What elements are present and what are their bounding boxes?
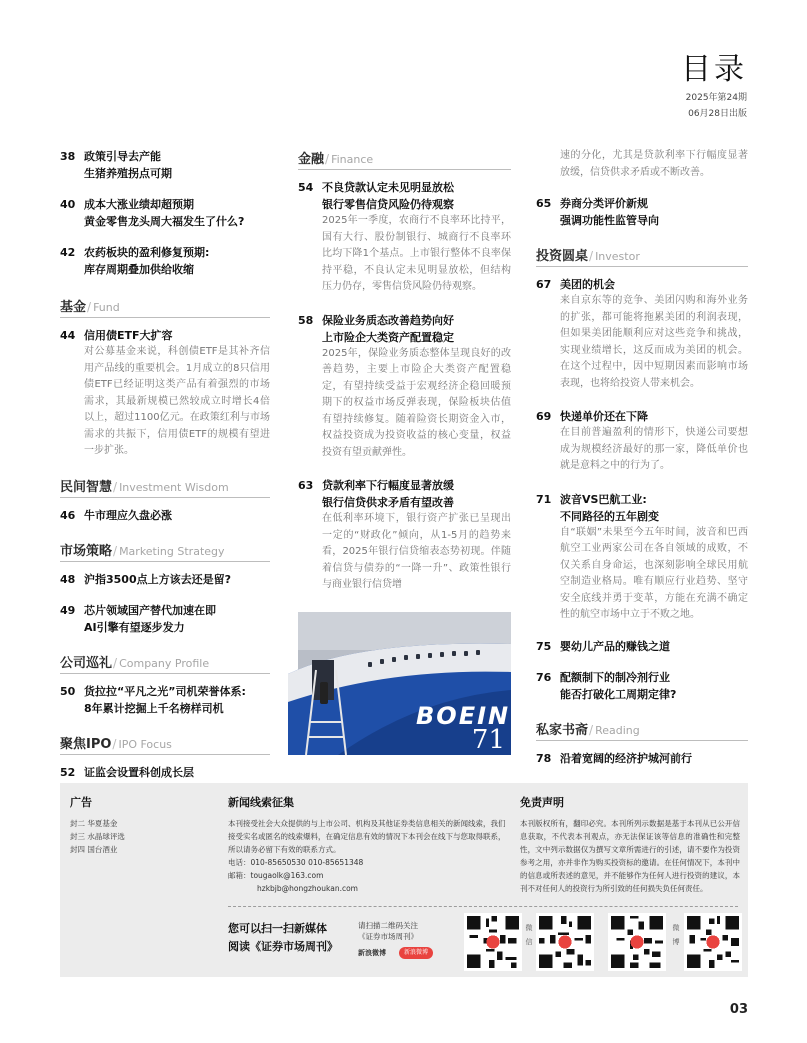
divider — [228, 906, 738, 907]
toc-entry[interactable] — [60, 683, 270, 717]
toc-entry[interactable] — [60, 244, 270, 278]
toc-column-1 — [60, 148, 270, 812]
section-title: 公司巡礼 — [60, 655, 113, 671]
section-subtitle: IPO Focus — [118, 737, 172, 751]
entry-title: 贷款利率下行幅度显著放缓 银行信贷供求矛盾有望改善 — [322, 479, 454, 509]
page-ref: 67 — [536, 278, 552, 291]
toc-column-2 — [298, 148, 511, 608]
toc-column-3 — [536, 148, 748, 781]
toc-entry[interactable] — [536, 276, 748, 392]
page-ref: 48 — [60, 572, 76, 586]
page-ref: 71 — [536, 492, 552, 506]
page-number: 03 — [729, 1002, 748, 1017]
section-title: 基金 — [60, 300, 87, 315]
entry-summary: 来自京东等的竞争、美团闪购和海外业务的扩张，都可能将拖累美团的利润表现，但如果美团能顺利应对这些竞争和挑战，实现业绩增长，这反而成为美团的机会。在这个过程中，因中短期因素而影响市场表现，也将给投资人带来机会。 — [560, 295, 748, 389]
section-subtitle: Marketing Strategy — [119, 544, 225, 558]
page-ref: 49 — [60, 603, 76, 617]
section-title: 投资圆桌 — [536, 249, 589, 264]
section-title: 市场策略 — [60, 543, 113, 559]
entry-title: 农药板块的盈利修复预期: 库存周期叠加供给收缩 — [84, 246, 210, 276]
page-ref: 65 — [536, 197, 552, 210]
section-subtitle: Investment Wisdom — [119, 480, 229, 494]
toc-header — [681, 52, 747, 120]
issue-number: 2025年第24期 — [685, 93, 747, 103]
qr-code-weibo-2[interactable] — [684, 913, 742, 971]
entry-title: 政策引导去产能 生猪养殖拐点可期 — [84, 150, 172, 180]
page-ref: 63 — [298, 479, 314, 492]
section-reading: 私家书斋/ Reading — [536, 719, 748, 741]
entry-summary: 2025年一季度，农商行不良率环比持平，国有大行、股份制银行、城商行不良率环比均下降1个基点。上市银行整体不良率保持平稳，不良认定未见明显放松，但结构压力仍存，零售信贷风险仍待观察。 — [322, 215, 511, 292]
toc-entry[interactable] — [536, 750, 748, 767]
entry-title: 婴幼儿产品的赚钱之道 — [560, 639, 670, 653]
info-box — [60, 783, 748, 977]
page-ref: 52 — [60, 765, 76, 779]
toc-entry[interactable] — [60, 148, 270, 182]
boeing-livery-text: BOEING — [416, 702, 532, 730]
entry-title: 波音VS巴航工业: 不同路径的五年剧变 — [560, 492, 659, 523]
ads-block — [70, 795, 210, 856]
entry-summary: 在低利率环境下，银行资产扩张已呈现出一定的“财政化”倾向，从1-5月的趋势来看，2025年银行信贷缩表态势初现。伴随着信贷与债券的“一降一升”、政策性银行与商业银行信贷增 — [322, 513, 511, 590]
entry-title: 不良贷款认定未见明显放松 银行零售信贷风险仍待观察 — [322, 181, 454, 211]
section-investment-wisdom: 民间智慧/ Investment Wisdom — [60, 476, 270, 498]
qr-code-icon — [608, 913, 666, 971]
section-subtitle: Company Profile — [119, 656, 210, 670]
qr-code-wechat-1[interactable] — [464, 913, 522, 971]
page-ref: 78 — [536, 751, 552, 765]
tips-phone: 电话：010-85650530 010-85651348 — [228, 858, 364, 867]
section-fund: 基金/ Fund — [60, 296, 270, 318]
entry-title: 芯片领域国产替代加速在即 AI引擎有望逐步发力 — [84, 603, 216, 634]
section-company-profile: 公司巡礼/ Company Profile — [60, 652, 270, 674]
tips-heading: 新闻线索征集 — [228, 796, 294, 809]
toc-entry[interactable] — [298, 477, 511, 594]
photo-page-number: 71 — [471, 725, 505, 755]
entry-title: 配额制下的制冷剂行业 能否打破化工周期定律? — [560, 670, 677, 701]
toc-entry[interactable] — [536, 638, 748, 655]
toc-entry[interactable] — [60, 196, 270, 230]
page-ref: 50 — [60, 684, 76, 698]
entry-title: 美团的机会 — [560, 278, 615, 291]
weibo-label: 新浪微博 — [358, 949, 386, 957]
page-ref: 58 — [298, 313, 314, 327]
toc-entry[interactable] — [536, 669, 748, 703]
tips-email-2[interactable]: hzkbjb@hongzhoukan.com — [257, 884, 358, 893]
entry-summary: 自“联姻”未果至今五年时间，波音和巴西航空工业两家公司在各自领域的成败，不仅关系自身命运，也深刻影响全球民用航空制造业格局。唯有顺应行业趋势、坚守安全底线并勇于变革，方能在充满不确定性的航空市场中立于不败之地。 — [560, 526, 748, 620]
entry-summary: 在目前普遍盈利的情形下，快递公司要想成为规模经济最好的那一家，降低单价也就是意料之中的行为了。 — [560, 427, 748, 471]
scan-prompt: 您可以扫一扫新媒体 阅读《证券市场周刊》 — [228, 922, 338, 953]
toc-entry[interactable] — [60, 327, 270, 460]
toc-entry[interactable] — [298, 312, 511, 462]
entry-title: 牛市理应久盘必涨 — [84, 508, 172, 522]
section-subtitle: Investor — [595, 250, 640, 263]
toc-entry[interactable] — [536, 195, 748, 229]
section-title: 聚焦IPO — [60, 736, 112, 752]
toc-entry[interactable] — [60, 602, 270, 636]
entry-title: 保险业务质态改善趋势向好 上市险企大类资产配置稳定 — [322, 313, 454, 344]
toc-entry[interactable] — [60, 571, 270, 588]
news-tips-block — [228, 795, 508, 895]
qr-code-weibo-1[interactable] — [608, 913, 666, 971]
toc-entry[interactable] — [60, 507, 270, 524]
ad-line: 封二 华夏基金 — [70, 819, 118, 828]
tips-text: 本刊接受社会大众提供的与上市公司、机构及其他证券类信息相关的新闻线索，我们接受实名或匿名的线索爆料，在确定信息有效的情况下本刊会在线下与您取得联系，所以请务必留下有效的联系方式。 — [228, 819, 506, 854]
entry-title: 沪指3500点上方该去还是留? — [84, 572, 231, 586]
section-ipo-focus: 聚焦IPO/ IPO Focus — [60, 733, 270, 755]
section-subtitle: Finance — [331, 153, 374, 166]
follow-prompt: 请扫描二维码关注 《证券市场周刊》 — [358, 921, 418, 941]
section-title: 私家书斋 — [536, 722, 589, 738]
page-title: 目录 — [681, 52, 747, 87]
tips-email[interactable]: 邮箱：tougaolk@163.com — [228, 871, 324, 880]
disclaimer-heading: 免责声明 — [520, 796, 564, 809]
entry-summary: 对公募基金来说，科创债ETF是其补齐信用产品线的重要机会。1月成立的8只信用债ETF已经证明这类产品有着强烈的市场需求，其最新规模已然较成立时增长4倍以上，超过1100亿元。在政策红利与市场需求的共振下，信用债ETF的规模有望进一步扩张。 — [84, 346, 270, 456]
page-ref: 42 — [60, 246, 76, 259]
entry-title: 货拉拉“平凡之光”司机荣誉体系: 8年累计挖掘上千名榜样司机 — [84, 684, 246, 715]
page-ref: 38 — [60, 150, 76, 163]
toc-entry[interactable] — [536, 491, 748, 624]
page-ref: 40 — [60, 198, 76, 211]
page-ref: 46 — [60, 508, 76, 522]
page-ref: 75 — [536, 639, 552, 653]
qr-label-weibo: 微博 — [672, 924, 680, 946]
section-subtitle: Fund — [93, 301, 120, 314]
page-ref: 54 — [298, 181, 314, 194]
section-subtitle: Reading — [595, 723, 640, 737]
ad-line: 封四 国台酒业 — [70, 845, 118, 854]
qr-code-wechat-2[interactable] — [536, 913, 594, 971]
section-investor: 投资圆桌/ Investor — [536, 245, 748, 267]
issue-date: 06月28日出版 — [688, 109, 747, 119]
cover-photo-boeing[interactable] — [298, 612, 532, 755]
entry-title: 快递单价还在下降 — [560, 410, 648, 423]
entry-summary-continued: 速的分化，尤其是贷款利率下行幅度显著放缓，信贷供求矛盾或不断改善。 — [560, 150, 748, 178]
page-ref: 69 — [536, 410, 552, 423]
ads-heading: 广告 — [70, 796, 92, 809]
section-title: 民间智慧 — [60, 479, 113, 495]
entry-summary: 2025年，保险业务质态整体呈现良好的改善趋势，主要上市险企大类资产配置稳定，有望持续受益于宏观经济企稳回暖预期下的权益市场反弹表现，保险板块估值有望持续修复。随着险资长期资金入市，权益投资成为投资收益的核心变量，权益投资有望贡献弹性。 — [322, 347, 511, 458]
toc-entry[interactable] — [298, 179, 511, 296]
weibo-logo: 新浪微博 — [399, 947, 433, 959]
disclaimer-block — [520, 795, 740, 895]
toc-entry[interactable] — [536, 408, 748, 475]
entry-title: 成本大涨业绩却超预期 黄金零售龙头周大福发生了什么? — [84, 198, 245, 228]
qr-code-icon — [464, 913, 522, 971]
entry-title: 证监会设置科创成长层 — [84, 765, 194, 779]
page-ref: 44 — [60, 329, 76, 342]
qr-code-icon — [684, 913, 742, 971]
qr-code-icon — [536, 913, 594, 971]
page-ref: 76 — [536, 670, 552, 684]
entry-title: 沿着宽阔的经济护城河前行 — [560, 751, 692, 765]
section-finance: 金融/ Finance — [298, 148, 511, 170]
entry-title: 信用债ETF大扩容 — [84, 329, 173, 342]
section-marketing-strategy: 市场策略/ Marketing Strategy — [60, 540, 270, 562]
disclaimer-text: 本刊版权所有，翻印必究。本刊所列示数据是基于本刊从已公开信息获取，不代表本刊观点，亦无法保证该等信息的准确性和完整性，文中列示数据仅为撰写文章所需进行的引述，请不要作为投资参考之用，亦并非作为购买投资标的邀请。在任何情况下，本刊中的信息或所表述的意见，并不能够作为任何人进行投资的建议，本刊不对任何人的投资行为所引致的任何损失负任何责任。 — [520, 819, 740, 893]
section-title: 金融 — [298, 152, 325, 167]
entry-title: 券商分类评价新规 强调功能性监管导向 — [560, 197, 659, 227]
qr-label-wechat: 微信 — [525, 924, 533, 946]
ad-line: 封三 水晶球评选 — [70, 832, 125, 841]
